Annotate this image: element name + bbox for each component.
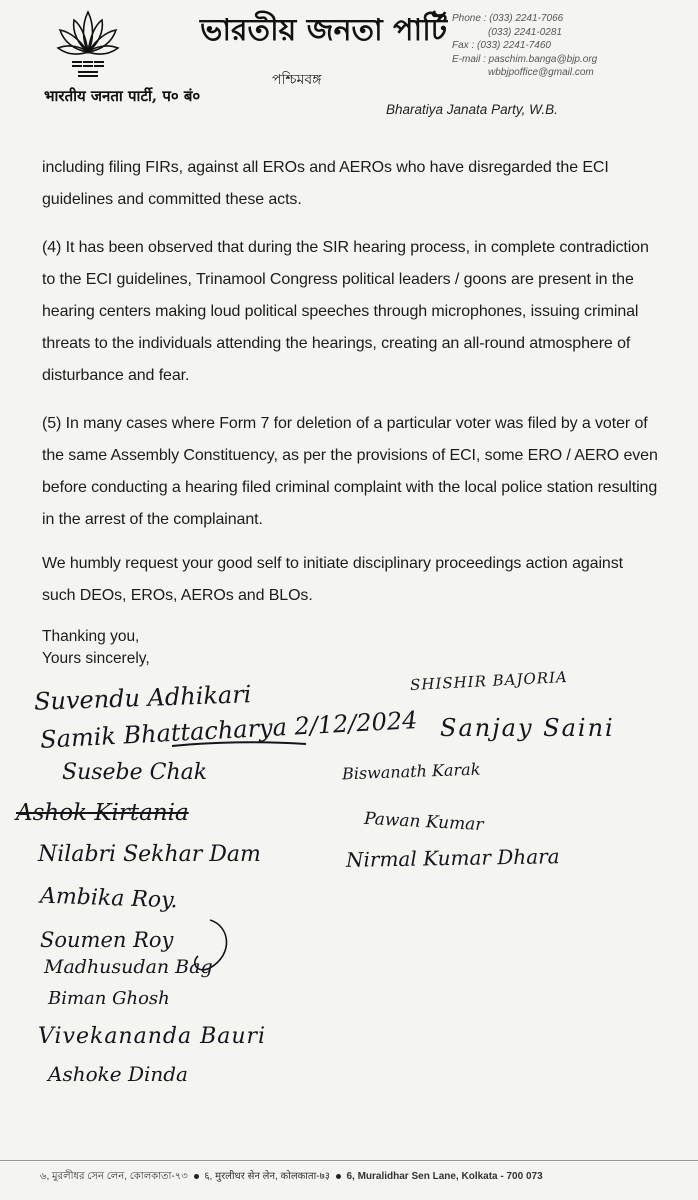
party-name-hindi: भारतीय जनता पार्टी, प० बं०: [44, 87, 201, 105]
email-line-2: wbbjpoffice@gmail.com: [488, 67, 594, 78]
signature: Vivekananda Bauri: [38, 1024, 267, 1049]
signature: Suvendu Adhikari: [33, 680, 252, 716]
signature-underline: [170, 738, 310, 752]
thanking-line: Thanking you,: [42, 628, 140, 645]
footer-divider: [0, 1160, 698, 1161]
paragraph-point-5: (5) In many cases where Form 7 for deletion of a particular voter was filed by a voter of the same Assembly Constituency, as per the provisions of ECI, some ERO / AERO even before conducting a hearing filed criminal complaint with the local police station resulting in the arrest of the complainant.: [42, 415, 658, 528]
signature: Susebe Chak: [62, 760, 208, 785]
footer-address-bengali: ৬, মুরলীধর সেন লেন, কোলকাতা-৭৩: [40, 1171, 188, 1182]
signature: Samik Bhattacharya 2/12/2024: [39, 706, 419, 754]
yours-sincerely-line: Yours sincerely,: [42, 650, 150, 667]
signature: Madhusudan Bag: [44, 956, 213, 978]
footer-address: [40, 1168, 543, 1186]
bullet-icon: [194, 1174, 199, 1179]
signature: Soumen Roy: [40, 928, 174, 952]
party-name-bengali: ভারতীয় জনতা পার্টি: [200, 13, 448, 48]
signature: Nirmal Kumar Dhara: [345, 844, 560, 872]
signature: SHISHIR BAJORIA: [409, 667, 569, 695]
signature-flourish: [180, 916, 240, 976]
signature: Ashok Kirtania: [16, 800, 189, 826]
footer-address-english: 6, Muralidhar Sen Lane, Kolkata - 700 073: [346, 1171, 543, 1182]
signature: Ambika Roy.: [39, 883, 179, 914]
signature: Ashoke Dinda: [48, 1062, 188, 1086]
signature: Sanjay Saini: [440, 714, 615, 742]
phone-line-2: (033) 2241-0281: [488, 26, 562, 38]
paragraph-point-4: (4) It has been observed that during the SIR hearing process, in complete contradiction to the ECI guidelines, Trinamool Congress political leaders / goons are present in the hearing centers making loud political speeches through microphones, issuing criminal threats to the individuals attending the hearings, creating an all-round atmosphere of disturbance and fear.: [42, 239, 649, 384]
email-line: E-mail : paschim.banga@bjp.org: [452, 53, 598, 65]
party-name-english: Bharatiya Janata Party, W.B.: [386, 102, 558, 117]
bullet-icon: [336, 1174, 341, 1179]
paragraph-continued: including filing FIRs, against all EROs and AEROs who have disregarded the ECI guidelines and committed these acts.: [42, 159, 609, 208]
signature: Biswanath Karak: [341, 759, 481, 784]
footer-address-hindi: ६, मुरलीधर सेन लेन, कोलकाता-७३: [204, 1171, 330, 1182]
signature: Pawan Kumar: [363, 808, 484, 836]
paragraph-request: We humbly request your good self to initiate disciplinary proceedings action against such DEOs, EROs, AEROs and BLOs.: [42, 555, 623, 604]
state-name-bengali: পশ্চিমবঙ্গ: [272, 72, 322, 88]
signature: Nilabri Sekhar Dam: [38, 842, 261, 867]
signature: Biman Ghosh: [48, 988, 170, 1009]
phone-line: Phone : (033) 2241-7066: [452, 13, 564, 24]
fax-line: Fax : (033) 2241-7460: [452, 40, 551, 51]
